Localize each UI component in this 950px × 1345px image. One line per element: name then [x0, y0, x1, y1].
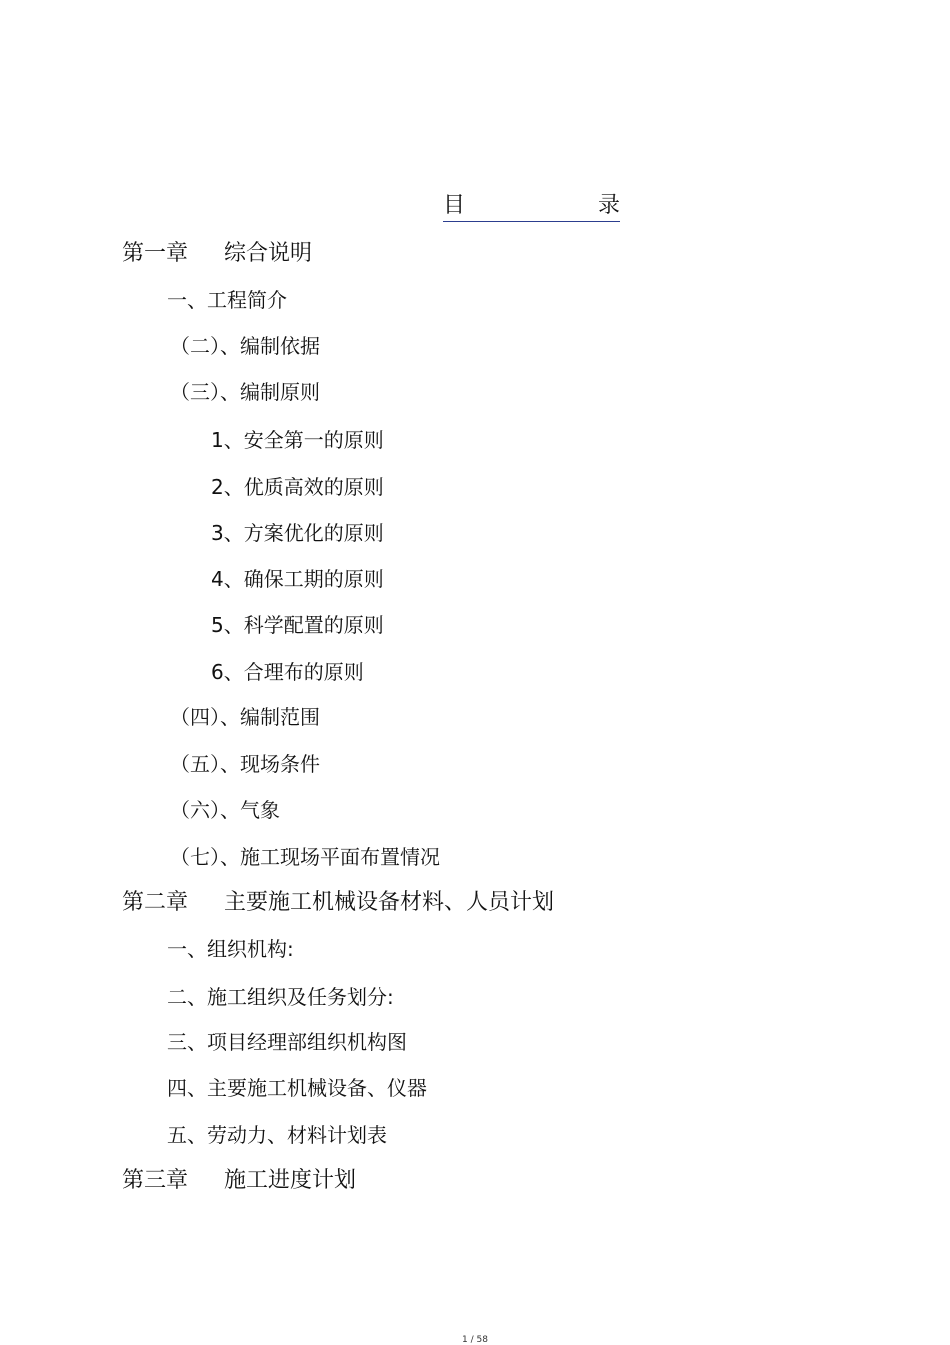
- toc-entry[interactable]: [211, 521, 384, 545]
- toc-entry-text: 1、安全第一的原则: [211, 428, 384, 452]
- toc-entry[interactable]: [211, 613, 384, 637]
- toc-entry[interactable]: [167, 1076, 427, 1100]
- toc-entry-text: （三）、编制原则: [170, 380, 320, 404]
- toc-entry[interactable]: [170, 705, 320, 729]
- toc-entry-text: 一、工程简介: [167, 288, 287, 312]
- toc-entry-text: 二、施工组织及任务划分:: [167, 985, 394, 1009]
- toc-entry[interactable]: [170, 752, 320, 776]
- toc-entry[interactable]: [170, 334, 320, 358]
- toc-entry-text: 6、合理布的原则: [211, 660, 364, 684]
- toc-entry[interactable]: [170, 798, 280, 822]
- toc-entry-text: （四）、编制范围: [170, 705, 320, 729]
- toc-entry-text: 三、项目经理部组织机构图: [167, 1030, 407, 1054]
- toc-entry[interactable]: [167, 1123, 387, 1147]
- chapter-number: 第三章: [122, 1168, 189, 1193]
- toc-chapter[interactable]: [122, 241, 312, 267]
- toc-entry-text: 2、优质高效的原则: [211, 475, 384, 499]
- toc-entry-text: 综合说明: [224, 241, 313, 266]
- toc-title-left: 目: [443, 193, 466, 218]
- toc-entry[interactable]: [167, 288, 287, 312]
- toc-entry-text: 5、科学配置的原则: [211, 613, 384, 637]
- toc-entry-text: 施工进度计划: [224, 1168, 357, 1193]
- toc-entry[interactable]: [211, 428, 384, 452]
- page-number: 1 / 58: [462, 1335, 488, 1345]
- toc-entry[interactable]: [211, 660, 364, 684]
- toc-entry-text: （五）、现场条件: [170, 752, 320, 776]
- chapter-number: 第一章: [122, 241, 189, 266]
- toc-entry-text: （七）、施工现场平面布置情况: [170, 845, 440, 869]
- toc-entry[interactable]: [170, 845, 440, 869]
- toc-entry[interactable]: [167, 1030, 407, 1054]
- toc-entry-text: 4、确保工期的原则: [211, 567, 384, 591]
- toc-entry-text: 四、主要施工机械设备、仪器: [167, 1076, 427, 1100]
- toc-chapter[interactable]: [122, 1168, 356, 1194]
- toc-entry[interactable]: [167, 985, 394, 1009]
- toc-entry-text: 一、组织机构:: [167, 937, 294, 961]
- toc-entry[interactable]: [211, 475, 384, 499]
- toc-entry-text: 五、劳动力、材料计划表: [167, 1123, 387, 1147]
- toc-entry-text: （二）、编制依据: [170, 334, 320, 358]
- toc-entry[interactable]: [170, 380, 320, 404]
- toc-entry[interactable]: [211, 567, 384, 591]
- toc-entry-text: 3、方案优化的原则: [211, 521, 384, 545]
- toc-chapter[interactable]: [122, 890, 554, 916]
- toc-entry[interactable]: [167, 937, 294, 961]
- chapter-number: 第二章: [122, 890, 189, 915]
- toc-entry-text: （六）、气象: [170, 798, 280, 822]
- toc-title-right: 录: [597, 193, 620, 218]
- toc-entry-text: 主要施工机械设备材料、人员计划: [224, 890, 555, 915]
